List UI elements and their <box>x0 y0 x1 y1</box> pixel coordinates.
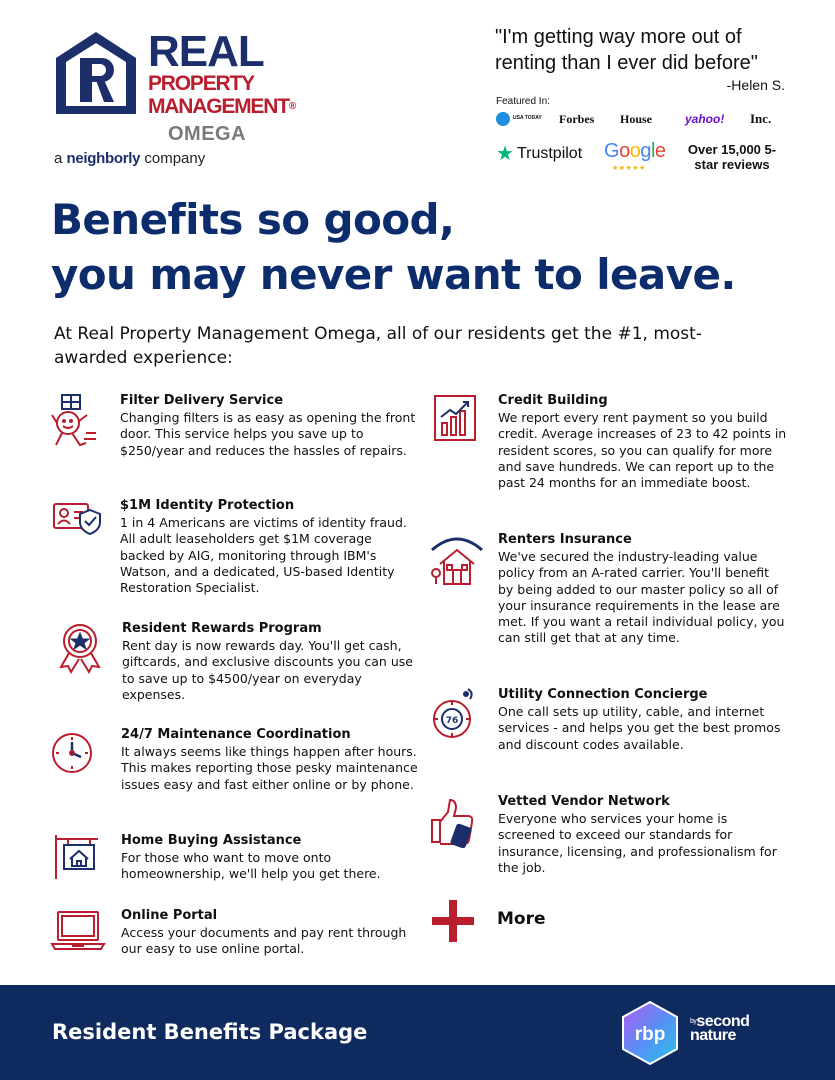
tagline-prefix: a <box>54 150 67 167</box>
headline-line-1: Benefits so good, <box>51 195 455 244</box>
trustpilot-logo <box>496 144 582 164</box>
rbp-badge-icon <box>617 1000 683 1066</box>
press-logo-usatoday <box>496 112 542 126</box>
benefit-maintenance <box>50 727 420 817</box>
benefit-filter-delivery <box>48 393 418 483</box>
logo-house-r-icon <box>52 28 140 118</box>
trustpilot-star-icon: ★ <box>496 143 514 165</box>
benefit-description: It always seems like things happen after hours. This makes reporting those pesky maintenance issues easy and fast either online or by phone. <box>121 744 418 792</box>
press-logo-forbes: Forbes <box>559 112 595 126</box>
rbp-badge-text: rbp <box>634 1024 666 1045</box>
brand-line-1: second <box>696 1013 750 1030</box>
benefit-description: Access your documents and pay rent through our easy to use online portal. <box>121 925 407 957</box>
reviews-count: Over 15,000 5-star reviews <box>687 142 777 172</box>
footer-banner <box>0 985 835 1080</box>
filter-delivery-icon <box>48 393 100 451</box>
google-text: Google <box>604 140 666 162</box>
press-usatoday-text: USA TODAY <box>513 115 542 122</box>
press-logo-house: House <box>620 112 653 126</box>
headline-line-2: you may never want to leave. <box>51 250 736 299</box>
benefit-utility-concierge <box>428 687 798 777</box>
logo-text-real: REAL <box>148 27 264 76</box>
benefit-description: 1 in 4 Americans are victims of identity fraud. All adult leaseholders get $1M coverage backed by AIG, monitoring through IBM's Watson, and a dedicated, US-based Identity Restoration Specialist. <box>120 515 407 596</box>
testimonial-author: -Helen S. <box>726 77 785 93</box>
second-nature-logo <box>690 1015 749 1043</box>
benefit-title: $1M Identity Protection <box>120 498 295 513</box>
credit-chart-icon <box>432 393 478 443</box>
logo-tagline <box>54 150 205 167</box>
clock-icon <box>50 727 94 779</box>
thumbs-up-icon <box>426 794 478 848</box>
logo-text-management: MANAGEMENT <box>148 95 289 118</box>
press-logo-inc: Inc. <box>750 111 772 126</box>
benefit-vetted-vendor <box>426 794 796 884</box>
press-logo-yahoo: yahoo! <box>685 112 725 126</box>
plus-icon <box>432 898 474 944</box>
benefit-description: We report every rent payment so you build credit. Average increases of 23 to 42 points in resident scores, so you can qualify for more and save hundreds. We can report up to the past 24 months for an immediate boost. <box>498 410 787 491</box>
company-logo <box>52 28 332 168</box>
usatoday-dot-icon <box>496 112 510 126</box>
benefit-title: Credit Building <box>498 393 608 408</box>
home-sign-icon <box>52 833 102 881</box>
tagline-brand: neighborly <box>66 150 141 167</box>
benefit-description: Changing filters is as easy as opening the front door. This service helps you save up to $250/year and reduces the hassles of repairs. <box>120 410 416 458</box>
award-ribbon-icon <box>55 621 105 675</box>
brand-line-2: nature <box>690 1027 736 1044</box>
logo-franchise-name: OMEGA <box>168 123 247 145</box>
benefit-description: Rent day is now rewards day. You'll get cash, giftcards, and exclusive discounts you can use to save up to $4500/year on everyday expenses. <box>122 638 413 702</box>
benefit-description: Everyone who services your home is screened to exceed our standards for insurance, licensing, and professionalism for the job. <box>498 811 777 875</box>
benefit-renters-insurance <box>428 532 798 672</box>
logo-text-property-management <box>148 72 295 118</box>
benefit-title: Home Buying Assistance <box>121 833 302 848</box>
testimonial-quote: "I'm getting way more out of renting than I ever did before" <box>495 26 758 74</box>
benefit-description: We've secured the industry-leading value policy from an A-rated carrier. You'll benefit by being added to our master policy so all of your insurance requirements in the lease are met. If you want a retail individual policy, you can still get that at any time. <box>498 549 785 646</box>
registered-mark: ® <box>288 101 295 112</box>
benefit-title: Renters Insurance <box>498 532 632 547</box>
google-logo <box>604 140 666 163</box>
footer-title: Resident Benefits Package <box>52 1020 368 1044</box>
benefit-description: For those who want to move onto homeownership, we'll help you get there. <box>121 850 381 882</box>
benefit-title: Resident Rewards Program <box>122 621 322 636</box>
benefit-credit-building <box>432 393 802 513</box>
google-stars-icon: ★★★★★ <box>612 164 646 172</box>
benefit-online-portal <box>50 908 420 968</box>
more-link[interactable]: More <box>497 909 546 929</box>
benefit-title: 24/7 Maintenance Coordination <box>121 727 351 742</box>
laptop-icon <box>50 908 106 952</box>
benefit-title: Vetted Vendor Network <box>498 794 670 809</box>
featured-in-label: Featured In: <box>496 96 550 107</box>
benefit-description: One call sets up utility, cable, and internet services - and helps you get the best promos and discount codes available. <box>498 704 781 752</box>
benefit-title: Online Portal <box>121 908 218 923</box>
intro-text: At Real Property Management Omega, all of our residents get the #1, most-awarded experience: <box>54 324 702 368</box>
benefit-home-buying <box>52 833 422 893</box>
brand-by: by <box>690 1018 697 1025</box>
benefit-title: Utility Connection Concierge <box>498 687 708 702</box>
trustpilot-text: Trustpilot <box>516 145 583 162</box>
thermostat-icon <box>428 687 478 741</box>
id-shield-icon <box>50 498 106 538</box>
benefit-identity-protection <box>50 498 420 608</box>
benefit-title: Filter Delivery Service <box>120 393 284 408</box>
benefit-resident-rewards <box>55 621 425 711</box>
page-headline <box>51 192 811 302</box>
house-umbrella-icon <box>428 532 486 588</box>
tagline-suffix: company <box>140 150 206 167</box>
logo-text-property: PROPERTY <box>148 72 254 95</box>
svg-text:76: 76 <box>445 716 459 726</box>
